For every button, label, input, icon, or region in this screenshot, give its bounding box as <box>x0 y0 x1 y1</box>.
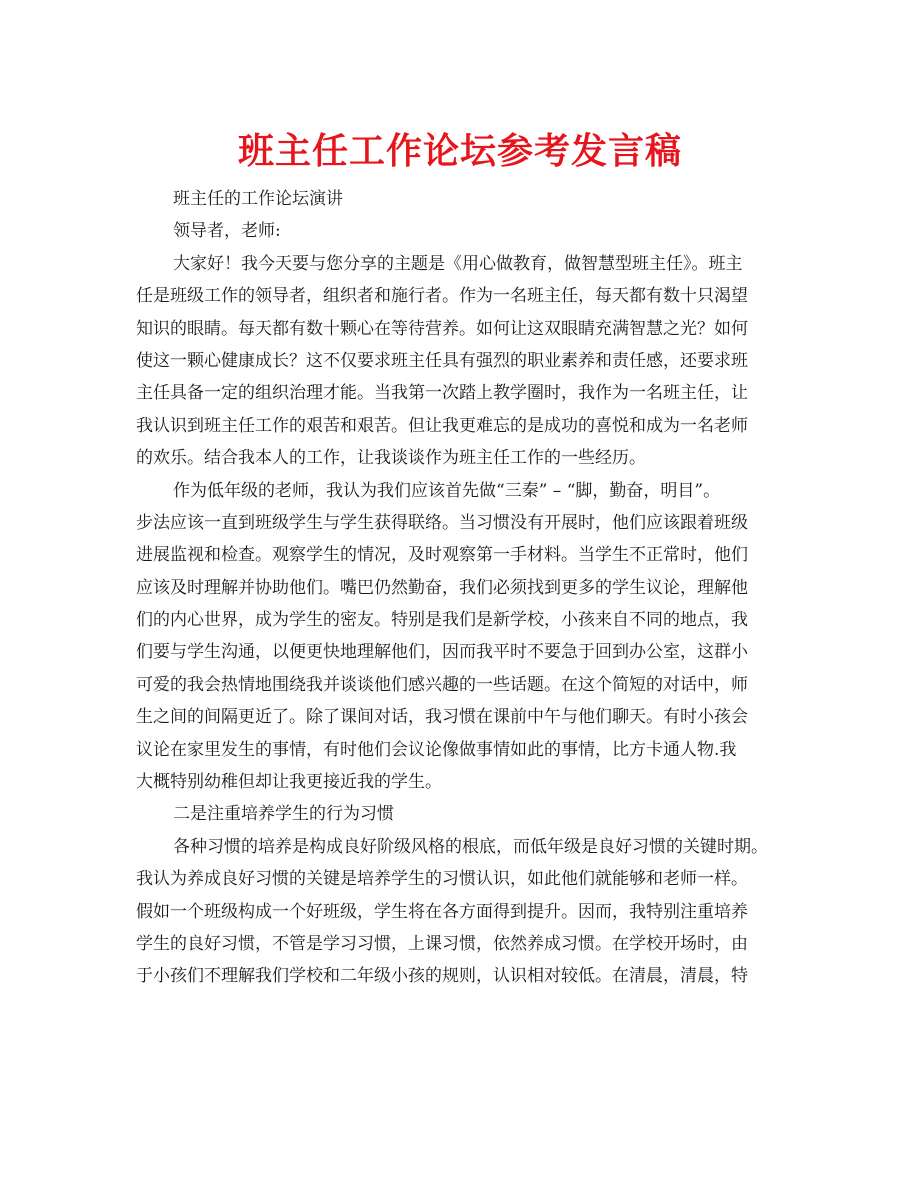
text-line: 使这一颗心健康成长？这不仅要求班主任具有强烈的职业素养和责任感，还要求班 <box>136 350 748 371</box>
text-line: 议论在家里发生的事情，有时他们会议论像做事情如此的事情，比方卡通人物.我 <box>136 739 737 760</box>
text-line: 生之间的间隔更近了。除了课间对话，我习惯在课前中午与他们聊天。有时小孩会 <box>136 707 748 728</box>
text-line: 我认为养成良好习惯的关键是培养学生的习惯认识，如此他们就能够和老师一样。 <box>136 869 748 890</box>
text-line: 的欢乐。结合我本人的工作，让我谈谈作为班主任工作的一些经历。 <box>136 448 646 469</box>
text-line: 步法应该一直到班级学生与学生获得联络。当习惯没有开展时，他们应该跟着班级 <box>136 512 748 533</box>
text-line: 们要与学生沟通，以便更快地理解他们，因而我平时不要急于回到办公室，这群小 <box>136 642 748 663</box>
text-line: 进展监视和检查。观察学生的情况，及时观察第一手材料。当学生不正常时，他们 <box>136 545 748 566</box>
text-line: 可爱的我会热情地围绕我并谈谈他们感兴趣的一些话题。在这个简短的对话中，师 <box>136 674 748 695</box>
document-body <box>136 183 798 993</box>
text-line: 们的内心世界，成为学生的密友。特别是我们是新学校，小孩来自不同的地点，我 <box>136 610 748 631</box>
text-line: 我认识到班主任工作的艰苦和艰苦。但让我更难忘的是成功的喜悦和成为一名老师 <box>136 415 748 436</box>
text-line: 知识的眼睛。每天都有数十颗心在等待营养。如何让这双眼睛充满智慧之光？如何 <box>136 318 748 339</box>
text-line: 领导者，老师: <box>173 221 281 242</box>
text-line: 应该及时理解并协助他们。嘴巴仍然勤奋，我们必须找到更多的学生议论，理解他 <box>136 577 748 598</box>
text-line: 主任具备一定的组织治理才能。当我第一次踏上教学圈时，我作为一名班主任，让 <box>136 383 748 404</box>
text-line: 学生的良好习惯，不管是学习习惯，上课习惯，依然养成习惯。在学校开场时，由 <box>136 933 748 954</box>
text-line: 作为低年级的老师，我认为我们应该首先做“三秦” – “脚，勤奋，明目”。 <box>173 480 721 501</box>
text-line: 班主任的工作论坛演讲 <box>173 189 343 209</box>
text-line: 大家好！我今天要与您分享的主题是《用心做教育，做智慧型班主任》。班主 <box>173 253 743 274</box>
text-line: 于小孩们不理解我们学校和二年级小孩的规则，认识相对较低。在清晨，清晨，特 <box>136 966 748 987</box>
text-line: 各种习惯的培养是构成良好阶级风格的根底，而低年级是良好习惯的关键时期。 <box>173 836 768 857</box>
document-title: 班主任工作论坛参考发言稿 <box>237 131 682 172</box>
text-line: 二是注重培养学生的行为习惯 <box>173 804 394 825</box>
text-line: 假如一个班级构成一个好班级，学生将在各方面得到提升。因而，我特别注重培养 <box>136 901 748 922</box>
text-line: 任是班级工作的领导者，组织者和施行者。作为一名班主任，每天都有数十只渴望 <box>136 286 748 307</box>
text-line: 大概特别幼稚但却让我更接近我的学生。 <box>136 772 442 793</box>
